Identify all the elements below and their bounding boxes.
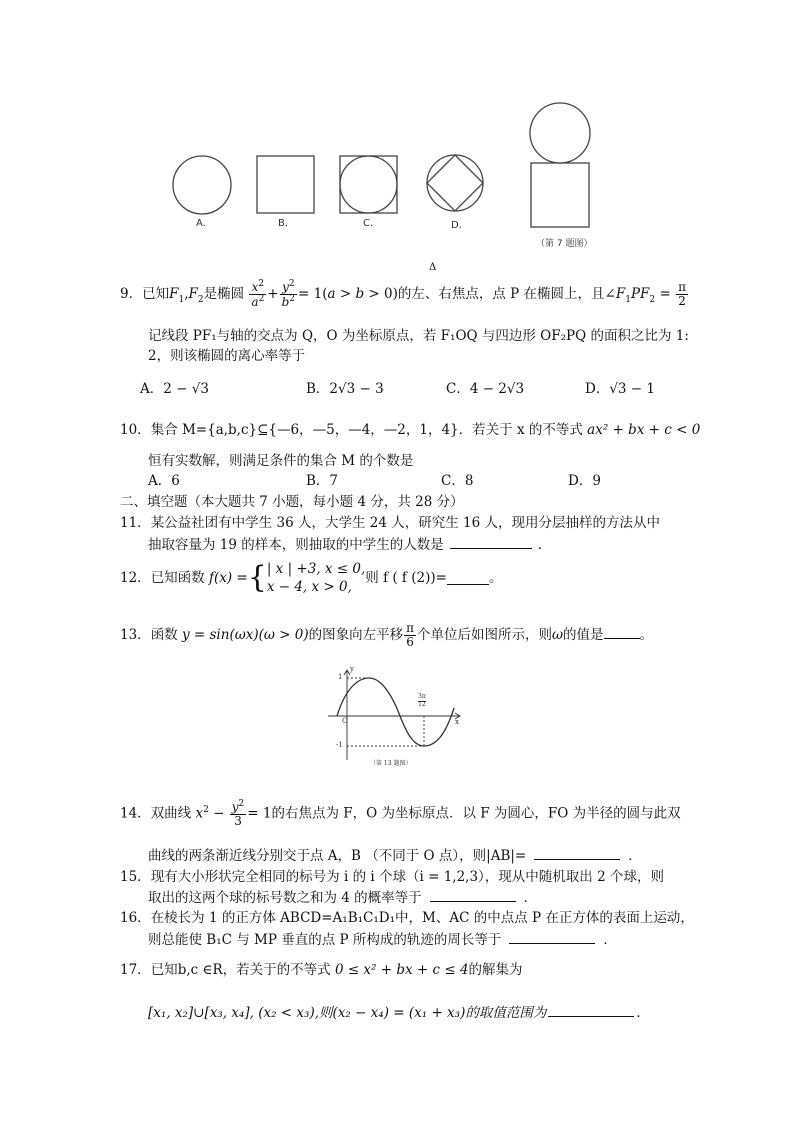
q14-frac: $\frac{y^2}{3}$ bbox=[231, 799, 245, 829]
figure-a-circle bbox=[173, 156, 231, 214]
q11-line2 bbox=[148, 536, 551, 554]
figure-label-a: A. bbox=[196, 218, 206, 229]
q17-text1c: 的解集为 bbox=[468, 962, 523, 978]
q16-text1: 在棱长为 1 的正方体 ABCD=A₁B₁C₁D₁中，M、AC 的中点点 P 在正方体的表面上运动， bbox=[150, 910, 694, 926]
q17-number: 17． bbox=[120, 962, 151, 978]
q17-answer-blank[interactable] bbox=[548, 1004, 634, 1017]
q12-piecewise bbox=[267, 560, 365, 596]
fig13-label-1: 1 bbox=[338, 673, 343, 681]
q9-line2: 记线段 PF₁与轴的交点为 Q，O 为坐标原点，若 F₁OQ 与四边形 OF₂PQ 的面积之比为 1: bbox=[148, 328, 689, 344]
q12-case2: x − 4, x > 0, bbox=[266, 579, 352, 596]
q12-number: 12． bbox=[120, 569, 151, 586]
fig13-frac-den: 12 bbox=[418, 700, 426, 708]
q9-text3: 的左、右焦点，点 P 在椭圆上，且 bbox=[397, 286, 605, 303]
q11-text1: 某公益社团有中学生 36 人，大学生 24 人，研究生 16 人，现用分层抽样的方法从中 bbox=[150, 515, 660, 531]
q11-answer-blank[interactable] bbox=[450, 536, 532, 549]
q9-text1: 已知 bbox=[142, 286, 170, 303]
figure-7-top-circle bbox=[530, 103, 590, 163]
q17-line1 bbox=[120, 962, 523, 979]
q16-line2 bbox=[148, 931, 617, 949]
q9-option-a: A．2 − √3 bbox=[140, 381, 209, 397]
q10-option-d: D．9 bbox=[568, 473, 601, 489]
q11-text2: 抽取容量为 19 的样本，则抽取的中学生的人数是 bbox=[148, 537, 444, 553]
q13-text4: 的值是 bbox=[563, 627, 604, 644]
figure-label-d: D. bbox=[451, 220, 462, 231]
q14-number: 14． bbox=[120, 805, 151, 822]
figure-label-b: B. bbox=[278, 218, 289, 229]
q10-option-a: A．6 bbox=[148, 473, 180, 489]
q9-option-d: D．√3 − 1 bbox=[585, 381, 655, 397]
q13-answer-blank[interactable] bbox=[604, 626, 640, 639]
q16-answer-blank[interactable] bbox=[509, 931, 595, 944]
q9-frac-y: $\frac{y^2}{b^2}$ bbox=[281, 279, 296, 310]
q12-text1: 已知函数 bbox=[150, 569, 205, 586]
fig13-label-o: O bbox=[342, 717, 348, 725]
q17-inequality: 0 ≤ x² + bx + c ≤ 4 bbox=[334, 962, 469, 978]
figure-d-circle bbox=[427, 155, 483, 211]
q13-frac: $\frac{\pi}{6}$ bbox=[406, 621, 415, 650]
fig13-label-x: x bbox=[455, 718, 459, 726]
q10-inequality: ax² + bx + c < 0 bbox=[587, 422, 701, 438]
q12-case1: | x | +3, x ≤ 0, bbox=[266, 561, 366, 577]
q10-line2: 恒有实数解，则满足条件的集合 M 的个数是 bbox=[148, 453, 414, 469]
q13-end: 。 bbox=[639, 627, 654, 644]
q10-line1 bbox=[120, 422, 700, 439]
q17-text2: [x₁, x₂]∪[x₃, x₄], (x₂ < x₃),则(x₂ − x₄) = (x₁ + x₃)的取值范围为 bbox=[148, 1005, 547, 1021]
figure-b-square bbox=[257, 156, 314, 213]
q12-brace: { bbox=[247, 560, 267, 596]
figure-7-caption: （第 7 题图） bbox=[536, 239, 593, 249]
q17-text1a: 已知 bbox=[150, 962, 178, 978]
q15-line1 bbox=[120, 869, 664, 886]
q16-number: 16． bbox=[120, 910, 151, 926]
q15-text1: 现有大小形状完全相同的标号为 i 的 i 个球（i = 1,2,3），现从中随机取出 2 个球，则 bbox=[150, 869, 664, 885]
q12-line bbox=[120, 560, 502, 596]
section-2-heading: 二、填空题（本大题共 7 小题，每小题 4 分，共 28 分） bbox=[120, 494, 464, 510]
q9-line3: 2，则该椭圆的离心率等于 bbox=[148, 348, 306, 364]
q15-line2 bbox=[148, 889, 537, 907]
q10-option-c: C．8 bbox=[441, 473, 474, 489]
q14-text1: 双曲线 bbox=[150, 805, 192, 822]
q13-text3: 个单位后如图所示，则 bbox=[417, 627, 553, 644]
q10-text1: 集合 M={a,b,c}⊆{—6，—5，—4，—2，1，4}．若关于 x 的不等式 bbox=[150, 422, 583, 438]
q17-end: ． bbox=[636, 1005, 650, 1021]
q15-number: 15． bbox=[120, 869, 151, 885]
q13-text1: 函数 bbox=[150, 627, 178, 644]
q13-text2: 的图象向左平移 bbox=[308, 627, 404, 644]
q9-frac-pi: $\frac{\pi}{2}$ bbox=[678, 280, 686, 309]
q14-text2: 的右焦点为 F，O 为坐标原点．以 F 为圆心，FO 为半径的圆与此双 bbox=[271, 805, 681, 822]
fig13-label-frac bbox=[418, 694, 426, 708]
q15-answer-blank[interactable] bbox=[430, 889, 516, 902]
q15-text2: 取出的这两个球的标号数之和为 4 的概率等于 bbox=[148, 890, 422, 906]
q14-end: ． bbox=[628, 848, 642, 864]
figure-c-circle bbox=[340, 156, 397, 213]
figure-7-bottom-square bbox=[531, 163, 589, 227]
q16-end: ． bbox=[603, 932, 617, 948]
q13-line bbox=[120, 622, 653, 649]
q9-line1: 9．已知$F_1,F_2$是椭圆 $\frac{x^2}{a^2}$ + $\frac{y^2}{b^2}$ = 1(a > b > 0)的左、右焦点，点 P 在椭圆上，且$\angle F_1PF_2$ = $\frac{\pi}{2}$ bbox=[120, 279, 686, 310]
q14-line2 bbox=[148, 847, 642, 865]
q10-option-b: B．7 bbox=[306, 473, 339, 489]
q11-line1 bbox=[120, 515, 660, 532]
q13-number: 13． bbox=[120, 627, 151, 644]
q9-text2: 是椭圆 bbox=[203, 286, 245, 303]
q11-end: ． bbox=[537, 537, 552, 553]
figure-label-c: C. bbox=[363, 218, 374, 229]
q14-text3: 曲线的两条渐近线分别交于点 A，B （不同于 O 点），则|AB|= bbox=[148, 848, 527, 864]
q12-text2: 则 f ( f (2))= bbox=[365, 569, 447, 586]
q13-omega: ω bbox=[552, 627, 564, 644]
q9-option-b: B．2√3 − 3 bbox=[306, 381, 384, 397]
fig13-frac-num: 3π bbox=[418, 693, 426, 700]
q12-answer-blank[interactable] bbox=[447, 572, 489, 585]
q9-option-c: C．4 − 2√3 bbox=[446, 381, 525, 397]
q17-text1b: b,c ∈R，若关于的不等式 bbox=[177, 962, 331, 978]
fig13-label-y: y bbox=[350, 665, 354, 673]
q10-number: 10． bbox=[120, 422, 151, 438]
q9-number: 9． bbox=[120, 286, 143, 303]
q11-number: 11． bbox=[120, 515, 151, 531]
figure-7-shapes bbox=[0, 0, 794, 260]
q16-text2: 则总能使 B₁C 与 MP 垂直的点 P 所构成的轨迹的周长等于 bbox=[148, 932, 502, 948]
q12-fx: f(x) = bbox=[208, 569, 248, 586]
q14-line1: 14．双曲线 $x^2$ − $\frac{y^2}{3}$ = 1的右焦点为 F，O 为坐标原点．以 F 为圆心，FO 为半径的圆与此双 bbox=[120, 799, 681, 829]
fig13-caption: （第 13 题图） bbox=[370, 760, 412, 767]
q16-line1 bbox=[120, 910, 694, 927]
q14-answer-blank[interactable] bbox=[534, 847, 620, 860]
q13-function: y = sin(ωx)(ω > 0) bbox=[181, 627, 309, 644]
fig13-label-neg1: -1 bbox=[336, 741, 343, 749]
q9-frac-x: $\frac{x^2}{a^2}$ bbox=[251, 279, 265, 310]
q15-end: ． bbox=[523, 890, 538, 906]
figure-marker: Δ bbox=[429, 262, 437, 273]
q12-end: 。 bbox=[488, 569, 503, 586]
q17-line2 bbox=[148, 1004, 650, 1022]
fig13-sine-curve bbox=[337, 678, 454, 746]
